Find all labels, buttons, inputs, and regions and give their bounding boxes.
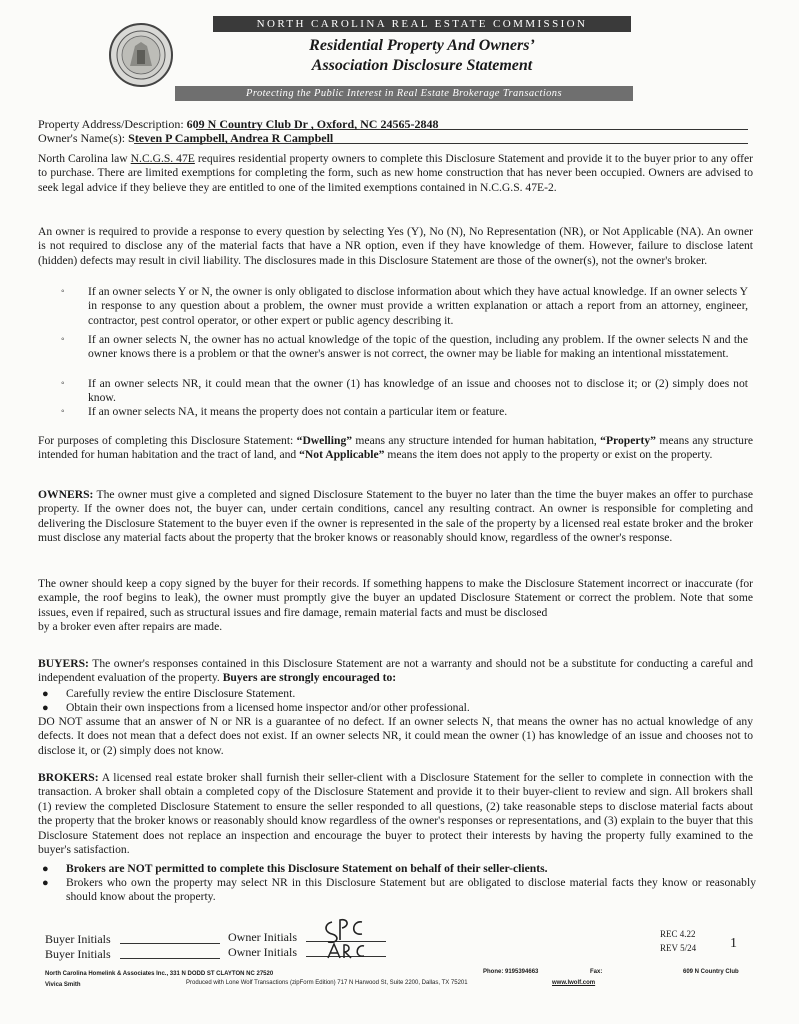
bullet-text: Obtain their own inspections from a licensed home inspector and/or other professional. bbox=[66, 701, 470, 714]
bullet-icon: ◦ bbox=[61, 334, 65, 345]
buyers-heading: BUYERS: bbox=[38, 657, 89, 670]
footer-property-ref: 609 N Country Club bbox=[683, 969, 739, 975]
definitions-text: means the item does not apply to the property or exist on the property. bbox=[384, 448, 713, 462]
buyers-warning-paragraph: DO NOT assume that an answer of N or NR is a guarantee of no defect. If an owner selects N, that means the owner has no actual knowledge of any defects. It does not mean that a defect does not exist. If an owner selects NR, it could mean the owner (1) has knowledge of an issue and chooses not to disclose it, or (2) simply does not know. bbox=[38, 715, 753, 757]
footer-fax: Fax: bbox=[590, 969, 603, 975]
ncrec-seal-logo bbox=[108, 22, 174, 88]
owners-text: by a broker even after repairs are made. bbox=[38, 620, 223, 634]
intro-paragraph-1 bbox=[38, 152, 753, 195]
form-rec-number: REC 4.22 bbox=[660, 929, 696, 939]
bullet-text: Brokers who own the property may select NR in this Disclosure Statement but are obligated to disclose material facts they know or reasonably should know about the property. bbox=[66, 876, 756, 904]
address-underline bbox=[196, 129, 748, 130]
owners-paragraph-2 bbox=[38, 577, 753, 635]
form-rev-number: REV 5/24 bbox=[660, 943, 697, 953]
bullet-icon: ● bbox=[42, 688, 49, 700]
form-title bbox=[213, 36, 631, 76]
bullet-icon: ◦ bbox=[61, 406, 65, 417]
owners-heading: OWNERS: bbox=[38, 488, 94, 501]
tagline-banner: Protecting the Public Interest in Real Estate Brokerage Transactions bbox=[175, 86, 633, 101]
owner-initials-2-label: Owner Initials bbox=[228, 945, 297, 959]
owner-underline bbox=[134, 143, 748, 144]
brokers-heading: BROKERS: bbox=[38, 771, 99, 784]
owner-name-value: Steven P Campbell, Andrea R Campbell bbox=[128, 131, 334, 145]
buyer-initials-1-label: Buyer Initials bbox=[45, 932, 111, 946]
definitions-text: means any structure intended for human habitation, bbox=[352, 434, 601, 447]
footer-agent: Vivica Smith bbox=[45, 982, 81, 988]
form-title-line-2: Association Disclosure Statement bbox=[311, 57, 533, 74]
buyer-initials-1-line[interactable] bbox=[120, 943, 220, 944]
definitions-text: For purposes of completing this Disclosure Statement: bbox=[38, 434, 297, 447]
bullet-text: If an owner selects Y or N, the owner is only obligated to disclose information about which they have actual knowledge. If an owner selects Y in response to any question about a problem, the owner must provide a written explanation or attach a report from an attorney, engineer, contractor, pest control operator, or other expert or public agency describing it. bbox=[88, 285, 748, 327]
definitions-paragraph bbox=[38, 434, 753, 463]
form-title-line-1: Residential Property And Owners’ bbox=[309, 37, 535, 54]
brokers-text: A licensed real estate broker shall furnish their seller-client with a Disclosure Statement for the seller to complete in connection with the transaction. A broker shall obtain a completed copy of the Disclosure Statement and provide it to their buyer-client to review and sign. All brokers shall (1) review the completed Disclosure Statement to ensure the seller responded to all questions, (2) take reasonable steps to disclose material facts about the property that the broker knows or reasonably should know regardless of the owner's responses or representations, and (3) explain to the buyer that this Disclosure Statement does not replace an inspection and encourage the buyer to protect their interests by having the property fully examined to the buyer's satisfaction. bbox=[38, 771, 753, 857]
brokers-paragraph bbox=[38, 771, 753, 857]
definitions-text: means any structure intended for human habitation and the tract of land, and bbox=[38, 434, 753, 462]
buyers-paragraph bbox=[38, 657, 753, 686]
owner-initials-1-label: Owner Initials bbox=[228, 930, 297, 944]
buyer-initials-2-label: Buyer Initials bbox=[45, 947, 111, 961]
buyers-encouragement: Buyers are strongly encouraged to: bbox=[222, 671, 397, 685]
page-number: 1 bbox=[730, 936, 737, 951]
bullet-icon: ● bbox=[42, 877, 49, 889]
owner-initials-signature bbox=[318, 914, 382, 962]
bullet-icon: ◦ bbox=[61, 286, 65, 297]
footer-company: North Carolina Homelink & Associates Inc., 331 N DODD ST CLAYTON NC 27520 bbox=[45, 971, 274, 977]
statute-link[interactable]: N.C.G.S. 47E bbox=[130, 152, 195, 165]
owner-name-label: Owner's Name(s): bbox=[38, 131, 126, 145]
footer-phone: Phone: 9195394663 bbox=[483, 969, 539, 975]
property-address-label: Property Address/Description: bbox=[38, 117, 184, 131]
bullet-text: If an owner selects NA, it means the property does not contain a particular item or feature. bbox=[88, 405, 508, 418]
bullet-text: If an owner selects N, the owner has no actual knowledge of the topic of the question, including any problem. If the owner selects N and the owner knows there is a problem or that the owner's answer is not correct, the owner may be liable for making an intentional misstatement. bbox=[88, 333, 748, 361]
not-applicable-term: “Not Applicable” bbox=[299, 448, 385, 462]
buyer-initials-2-line[interactable] bbox=[120, 958, 220, 959]
footer-url-link[interactable]: www.lwolf.com bbox=[552, 980, 596, 986]
owners-text: The owner should keep a copy signed by the buyer for their records. If something happens to make the Disclosure Statement incorrect or inaccurate (for example, the roof begins to leak), the owner must promptly give the buyer an updated Disclosure Statement or correct the problem. Note that some issues, even if repaired, such as structural issues and fire damage, remain material facts and must be disclosed bbox=[38, 577, 753, 619]
bullet-icon: ● bbox=[42, 863, 49, 875]
bullet-icon: ◦ bbox=[61, 378, 65, 389]
dwelling-term: “Dwelling” bbox=[296, 434, 353, 447]
owners-text: The owner must give a completed and signed Disclosure Statement to the buyer no later than the time the buyer makes an offer to purchase property. If the owner does not, the buyer can, under certain conditions, cancel any resulting contract. An owner is responsible for completing and delivering the Disclosure Statement to the buyer even if the owner is represented in the sale of the property by a licensed real estate broker and the broker must disclose any material facts about the property that the broker knows or reasonably should know, regardless of the owner's response. bbox=[38, 488, 753, 545]
intro-p1-text: North Carolina law bbox=[38, 152, 131, 165]
bullet-icon: ● bbox=[42, 702, 49, 714]
footer-produced: Produced with Lone Wolf Transactions (zipForm Edition) 717 N Harwood St, Suite 2200, Dallas, TX 75201 bbox=[186, 980, 468, 986]
buyers-text: The owner's responses contained in this Disclosure Statement are not a warranty and should not be a substitute for conducting a careful and independent evaluation of the property. bbox=[38, 657, 753, 685]
bullet-text: Brokers are NOT permitted to complete this Disclosure Statement on behalf of their seller-clients. bbox=[66, 862, 548, 875]
owners-paragraph-1 bbox=[38, 488, 753, 546]
commission-banner: NORTH CAROLINA REAL ESTATE COMMISSION bbox=[213, 16, 631, 32]
intro-p1-text-cont: requires residential property owners to complete this Disclosure Statement and provide it to the buyer prior to any offer to purchase. There are limited exemptions for completing the form, such as new home construction that has never been occupied. Owners are advised to seek legal advice if they believe they are entitled to one of the limited exemptions contained in N.C.G.S. 47E-2. bbox=[38, 152, 753, 194]
property-term: “Property” bbox=[600, 434, 656, 447]
property-address-value: 609 N Country Club Dr , Oxford, NC 24565-2848 bbox=[186, 117, 439, 131]
bullet-text: Carefully review the entire Disclosure Statement. bbox=[66, 687, 296, 700]
bullet-text: If an owner selects NR, it could mean that the owner (1) has knowledge of an issue and chooses not to disclose it; or (2) simply does not know. bbox=[88, 377, 748, 405]
intro-paragraph-2: An owner is required to provide a response to every question by selecting Yes (Y), No (N), No Representation (NR), or Not Applicable (NA). An owner is not required to disclose any of the material facts that have a NR option, even if they have knowledge of them. However, failure to disclose latent (hidden) defects may result in civil liability. The disclosures made in this Disclosure Statement are those of the owner(s), not the owner's broker. bbox=[38, 225, 753, 267]
